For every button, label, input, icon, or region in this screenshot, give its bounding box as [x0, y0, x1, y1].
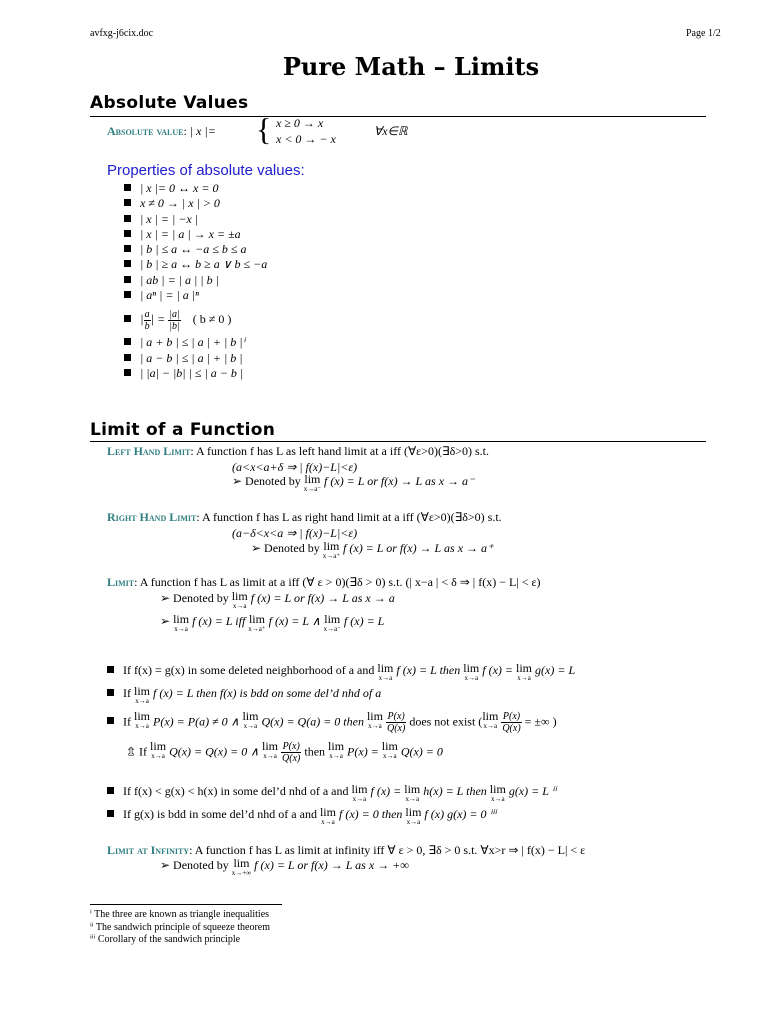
page-number: Page 1/2 [686, 28, 721, 39]
limit-denoted: ➢ Denoted by lim x→a f (x) = L or f(x) → L as x → a [160, 589, 395, 610]
section-rule [90, 441, 706, 442]
right-limit-term: Right Hand Limit [107, 510, 197, 524]
lim-operator: lim x→a [231, 589, 248, 610]
abs-domain: ∀x∈ℝ [374, 124, 408, 138]
list-item: | |a| − |b| | ≤ | a − b | [124, 366, 267, 381]
infinity-def: Limit at Infinity: A function f has L as limit at infinity iff ∀ ε > 0, ∃δ > 0 s.t. ∀x>r ⇒ | f(x) − L| < ε [107, 843, 586, 857]
limit-term: Limit [107, 575, 135, 589]
properties-list [124, 181, 267, 381]
brace: { [256, 111, 272, 147]
section-absolute-values: Absolute Values [90, 93, 249, 113]
list-item: x ≠ 0 → | x | > 0 [124, 196, 267, 211]
list-item: | aⁿ | = | a |ⁿ [124, 288, 267, 303]
rule-1: If f(x) = g(x) in some deleted neighborhood of a and lim x→a f (x) = L then lim x→a f (x) = lim x→a g(x) = L [107, 663, 575, 683]
rule-4: ⇬ If lim x→a Q(x) = Q(x) = 0 ∧ lim x→a $\frac{P(x)}{Q(x)}$ then lim x→a P(x) = lim x→a Q(x) = 0 [126, 739, 443, 764]
page-title: Pure Math – Limits [282, 52, 540, 81]
infinity-term: Limit at Infinity [107, 843, 190, 857]
left-limit-def: Left Hand Limit: A function f has L as left hand limit at a iff (∀ε>0)(∃δ>0) s.t. [107, 444, 489, 458]
right-limit-denoted: ➢ Denoted by lim x→a⁺ f (x) = L or f(x) → L as x → a⁺ [251, 539, 494, 560]
abs-lhs: | x |= [189, 124, 216, 138]
left-limit-term: Left Hand Limit [107, 444, 191, 458]
rule-2: If lim x→a f (x) = L then f(x) is bdd on some del’d nhd of a [107, 686, 381, 706]
abs-definition: Absolute value: | x |= [107, 124, 216, 138]
footnote: ⁱⁱ The sandwich principle of squeeze theorem [90, 921, 270, 933]
footnote: ⁱ The three are known as triangle inequalities [90, 909, 270, 920]
left-limit-denoted: ➢ Denoted by lim x→a⁻ f (x) = L or f(x) → L as x → a⁻ [232, 472, 475, 493]
footnote: ⁱⁱⁱ Corollary of the sandwich principle [90, 934, 241, 945]
abs-case1: x ≥ 0 → x [276, 116, 324, 130]
limit-iff: ➢ lim x→a f (x) = L iff lim x→a⁺ f (x) = L ∧ lim x→a⁻ f (x) = L [160, 612, 385, 633]
section-limit-of-function: Limit of a Function [90, 420, 276, 440]
list-item: | b | ≥ a ↔ b ≥ a ∨ b ≤ −a [124, 257, 267, 272]
limit-def: Limit: A function f has L as limit at a iff (∀ ε > 0)(∃δ > 0) s.t. (| x−a | < δ ⇒ | f(x) − L| < ε) [107, 575, 541, 589]
lim-operator: lim x→+∞ [231, 856, 252, 877]
abs-case2: x < 0 → − x [276, 132, 336, 146]
section-rule [90, 116, 706, 117]
list-item: | x | = | −x | [124, 212, 267, 227]
footnotes [90, 909, 270, 947]
right-limit-def: Right Hand Limit: A function f has L as right hand limit at a iff (∀ε>0)(∃δ>0) s.t. [107, 510, 502, 524]
rule-5: If f(x) < g(x) < h(x) in some del’d nhd of a and lim x→a f (x) = lim x→a h(x) = L then lim x→a g(x) = L ⁱⁱ [107, 784, 556, 804]
left-limit-condition: (a<x<a+δ ⇒ | f(x)−L|<ε) [232, 460, 358, 474]
list-item: | ab | = | a | | b | [124, 273, 267, 288]
list-item: | x |= 0 ↔ x = 0 [124, 181, 267, 196]
abs-term: Absolute value [107, 124, 184, 138]
list-item: | a + b | ≤ | a | + | b |ⁱ [124, 335, 267, 350]
lim-operator: lim x→a⁺ [322, 539, 341, 560]
rule-3: If lim x→a P(x) = P(a) ≠ 0 ∧ lim x→a Q(x) = Q(a) = 0 then lim x→a $\frac{P(x)}{Q(x)}$ does not exist (lim x→a $\frac{P(x)}{Q(x)}$ = ±∞ ) [107, 711, 557, 734]
rule-6: If g(x) is bdd in some del’d nhd of a and lim x→a f (x) = 0 then lim x→a f (x) g(x) = 0 ⁱⁱⁱ [107, 807, 496, 827]
right-limit-condition: (a−δ<x<a ⇒ | f(x)−L|<ε) [232, 526, 358, 540]
document-filename: avfxg-j6cix.doc [90, 28, 154, 39]
list-item-fraction: | $\frac{a}{b}$ | = $\frac{|a|}{|b|}$ ( b ≠ 0 ) [124, 303, 267, 335]
list-item: | x | = | a | → x = ±a [124, 227, 267, 242]
list-item: | b | ≤ a ↔ −a ≤ b ≤ a [124, 242, 267, 257]
footnote-rule [90, 904, 282, 905]
lim-operator: lim x→a⁻ [303, 472, 322, 493]
infinity-denoted: ➢ Denoted by lim x→+∞ f (x) = L or f(x) → L as x → +∞ [160, 856, 409, 877]
properties-heading: Properties of absolute values: [107, 162, 305, 179]
list-item: | a − b | ≤ | a | + | b | [124, 351, 267, 366]
